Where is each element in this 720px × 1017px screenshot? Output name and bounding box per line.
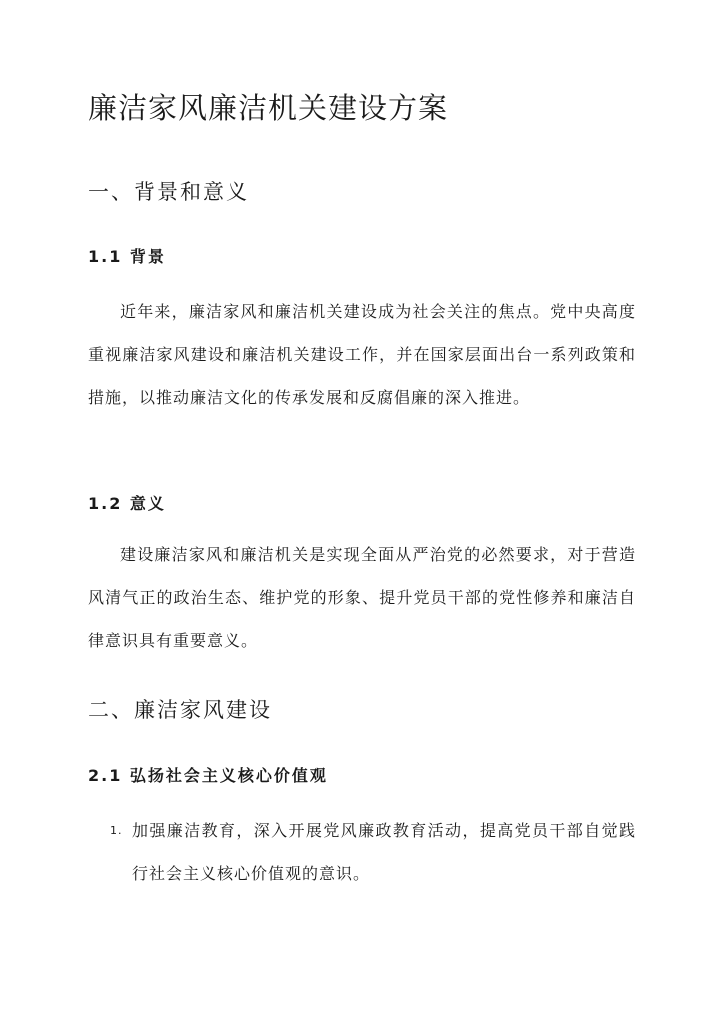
subsection-heading-significance: 1.2 意义	[88, 494, 166, 513]
document-title: 廉洁家风廉洁机关建设方案	[88, 91, 449, 125]
paragraph-background: 近年来，廉洁家风和廉洁机关建设成为社会关注的焦点。党中央高度重视廉洁家风建设和廉洁机关建设工作，并在国家层面出台一系列政策和措施，以推动廉洁文化的传承发展和反腐倡廉的深入推进。	[88, 302, 636, 407]
section-heading-family-style: 二、廉洁家风建设	[88, 698, 272, 722]
section-heading-background: 一、背景和意义	[88, 180, 249, 204]
subsection-heading-core-values: 2.1 弘扬社会主义核心价值观	[88, 766, 328, 785]
subsection-heading-background: 1.1 背景	[88, 247, 166, 266]
paragraph-significance: 建设廉洁家风和廉洁机关是实现全面从严治党的必然要求，对于营造风清气正的政治生态、维护党的形象、提升党员干部的党性修养和廉洁自律意识具有重要意义。	[88, 545, 636, 650]
list-item-text: 加强廉洁教育，深入开展党风廉政教育活动，提高党员干部自觉践行社会主义核心价值观的意识。	[132, 821, 636, 883]
list-item-number: 1.	[110, 824, 123, 837]
list-item	[88, 809, 636, 895]
